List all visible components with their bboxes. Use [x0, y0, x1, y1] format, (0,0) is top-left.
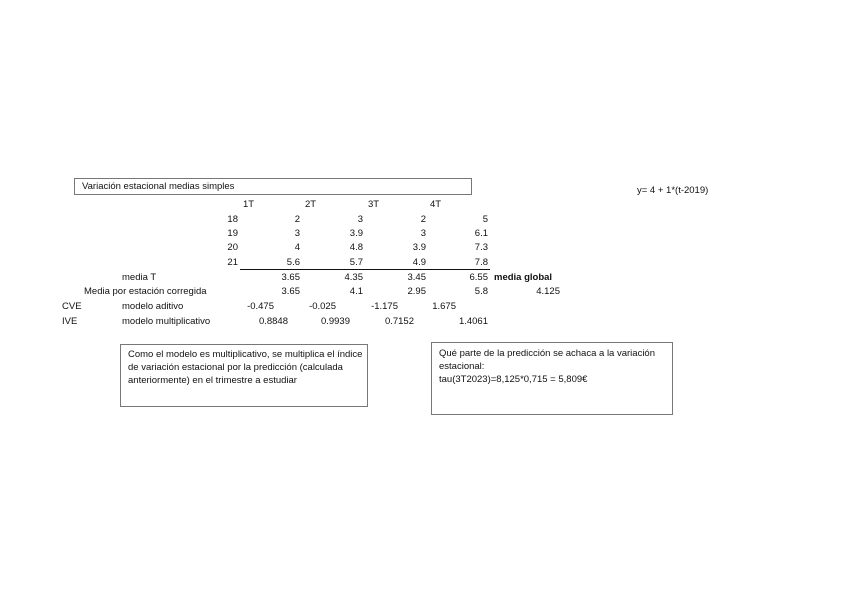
- cve-cell: -0.025: [309, 301, 336, 312]
- ive-tag: IVE: [62, 316, 78, 327]
- media-corregida-label: Media por estación corregida: [84, 286, 207, 297]
- header-2t: 2T: [305, 199, 317, 210]
- ive-label: modelo multiplicativo: [122, 316, 211, 327]
- media-t-label: media T: [122, 272, 157, 283]
- note-right-text: [439, 347, 669, 386]
- data-cell: 5.7: [349, 257, 363, 268]
- data-cell: 7.8: [474, 257, 488, 268]
- data-cell: 2: [420, 214, 426, 225]
- data-cell: 4.9: [412, 257, 426, 268]
- cve-tag: CVE: [62, 301, 82, 312]
- header-1t: 1T: [243, 199, 255, 210]
- table-title: Variación estacional medias simples: [82, 181, 235, 192]
- cve-cell: -0.475: [247, 301, 274, 312]
- note-left-text: Como el modelo es multiplicativo, se multiplica el índice de variación estacional por la predicción (calculada anteriormente) en el trimestre a estudiar: [128, 349, 363, 386]
- media-global-label: media global: [494, 272, 553, 283]
- note-right-line2: tau(3T2023)=8,125*0,715 = 5,809€: [439, 374, 588, 385]
- year-cell: 21: [227, 257, 238, 268]
- data-cell: 5: [482, 214, 488, 225]
- media-t-cell: 3.45: [407, 272, 426, 283]
- cve-cell: -1.175: [371, 301, 398, 312]
- media-t-cell: 4.35: [344, 272, 363, 283]
- data-cell: 7.3: [474, 242, 488, 253]
- data-cell: 3.9: [412, 242, 426, 253]
- data-cell: 3: [294, 228, 300, 239]
- note-right-line1: Qué parte de la predicción se achaca a la variación estacional:: [439, 348, 655, 372]
- media-t-cell: 3.65: [281, 272, 300, 283]
- note-box-left: [120, 344, 368, 407]
- media-t-cell: 6.55: [469, 272, 488, 283]
- total-rule: [240, 269, 490, 270]
- data-cell: 3.9: [349, 228, 363, 239]
- table-title-box: [74, 178, 472, 195]
- data-cell: 2: [294, 214, 300, 225]
- note-box-right: [431, 342, 673, 415]
- year-cell: 20: [227, 242, 238, 253]
- ive-cell: 0.7152: [384, 316, 414, 327]
- data-cell: 4: [294, 242, 300, 253]
- media-global-value: 4.125: [536, 286, 560, 297]
- ive-cell: 0.9939: [320, 316, 350, 327]
- data-cell: 3: [420, 228, 426, 239]
- header-4t: 4T: [430, 199, 442, 210]
- header-3t: 3T: [368, 199, 380, 210]
- ive-cell: 0.8848: [258, 316, 288, 327]
- data-cell: 6.1: [474, 228, 488, 239]
- data-cell: 5.6: [286, 257, 300, 268]
- media-corregida-cell: 2.95: [407, 286, 426, 297]
- cve-cell: 1.675: [432, 301, 456, 312]
- ive-cell: 1.4061: [458, 316, 488, 327]
- media-corregida-cell: 3.65: [281, 286, 300, 297]
- media-corregida-cell: 4.1: [349, 286, 363, 297]
- trend-formula: y= 4 + 1*(t-2019): [637, 185, 709, 196]
- data-cell: 3: [357, 214, 363, 225]
- data-cell: 4.8: [349, 242, 363, 253]
- year-cell: 18: [227, 214, 238, 225]
- cve-label: modelo aditivo: [122, 301, 184, 312]
- year-cell: 19: [227, 228, 238, 239]
- media-corregida-cell: 5.8: [474, 286, 488, 297]
